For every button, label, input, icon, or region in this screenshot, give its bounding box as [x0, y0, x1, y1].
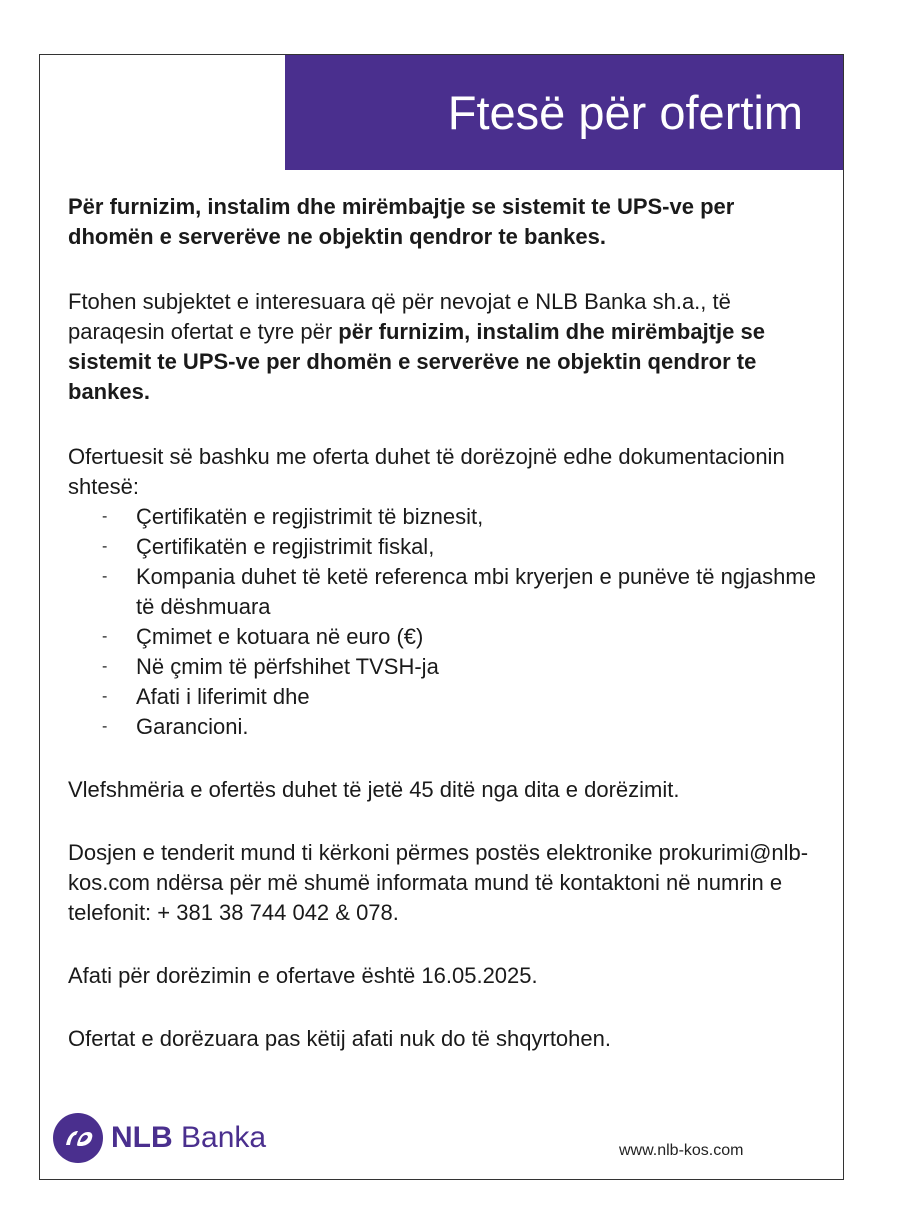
required-documents-list [68, 502, 816, 742]
submission-deadline: Afati për dorëzimin e ofertave është 16.05.2025. [68, 963, 538, 988]
list-item: - Çmimet e kotuara në euro (€) [68, 622, 816, 652]
bullet-dash: - [102, 688, 108, 705]
bullet-dash: - [102, 508, 108, 525]
offer-validity: Vlefshmëria e ofertës duhet të jetë 45 ditë nga dita e dorëzimit. [68, 777, 680, 802]
bullet-dash: - [102, 628, 108, 645]
page-title: Ftesë për ofertim [447, 86, 803, 139]
contact-info: Dosjen e tenderit mund ti kërkoni përmes postës elektronike prokurimi@nlb-kos.com ndërsa për më shumë informata mund të kontaktoni në numrin e telefonit: + 381 38 744 042 & 078. [68, 840, 809, 925]
invitation-subject-bold: për furnizim, instalim dhe mirëmbajtje se sistemit te UPS-ve per dhomën e serverëve ne objektin qendror te bankes. [68, 319, 765, 404]
bullet-dash: - [102, 568, 108, 585]
website-url: www.nlb-kos.com [619, 1142, 744, 1159]
late-submission-notice: Ofertat e dorëzuara pas këtij afati nuk do të shqyrtohen. [68, 1026, 611, 1051]
bullet-dash: - [102, 538, 108, 555]
invitation-paragraph [68, 287, 768, 407]
tender-subject: Për furnizim, instalim dhe mirëmbajtje se sistemit te UPS-ve per dhomën e serverëve ne objektin qendror te bankes. [68, 194, 735, 249]
list-item: - Garancioni. [68, 712, 816, 742]
logo-wordmark: NLB Banka [111, 1121, 267, 1154]
header-banner [285, 55, 843, 170]
list-item: - Afati i liferimit dhe [68, 682, 816, 712]
list-item: - Çertifikatën e regjistrimit të biznesit, [68, 502, 816, 532]
invitation-lead: Ftohen subjektet e interesuara që për nevojat e NLB Banka sh.a., të paraqesin ofertat e tyre për [68, 289, 731, 344]
required-documents-heading: Ofertuesit së bashku me oferta duhet të dorëzojnë edhe dokumentacionin shtesë: [68, 444, 785, 499]
list-item: - Çertifikatën e regjistrimit fiskal, [68, 532, 816, 562]
bullet-dash: - [102, 658, 108, 675]
list-item: - Kompania duhet të ketë referenca mbi kryerjen e punëve të ngjashme të dëshmuara [102, 564, 816, 619]
list-item: - Në çmim të përfshihet TVSH-ja [68, 652, 816, 682]
nlb-banka-logo [53, 1113, 266, 1163]
document-body [68, 192, 816, 1054]
nlb-logo-icon [53, 1113, 103, 1163]
bullet-dash: - [102, 718, 108, 735]
